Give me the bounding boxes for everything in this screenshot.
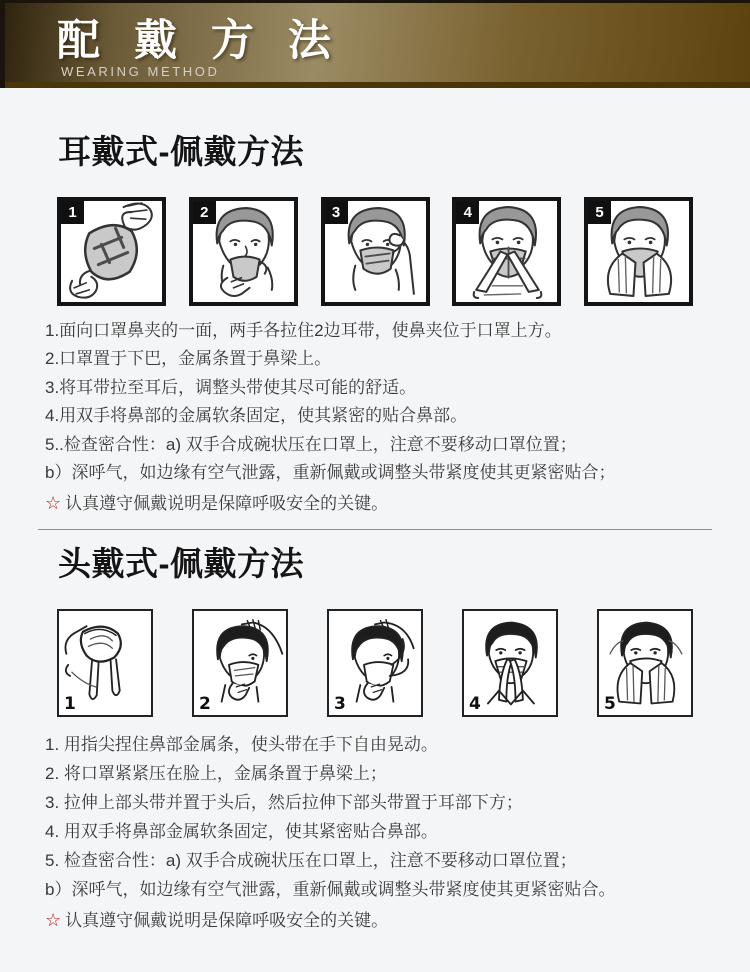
- section-divider: [38, 529, 712, 530]
- instruction-line: 1. 用指尖捏住鼻部金属条，使头带在手下自由晃动。: [45, 734, 438, 754]
- headstrap-step-3-box: [327, 609, 423, 717]
- safety-note-text: 认真遵守佩戴说明是保障呼吸安全的关键。: [65, 910, 389, 930]
- step-number: 1: [64, 693, 76, 714]
- step-number-badge: 1: [61, 201, 84, 224]
- section-earloop-title: 耳戴式-佩戴方法: [58, 133, 304, 170]
- instruction-line: 2. 将口罩紧紧压在脸上，金属条置于鼻梁上；: [45, 763, 387, 783]
- safety-note: [45, 489, 750, 518]
- instruction-line: 5. 检查密合性：a) 双手合成碗状压在口罩上，注意不要移动口罩位置；: [45, 850, 577, 870]
- header-bottom-strip: [5, 82, 750, 88]
- earloop-step-2-box: [189, 197, 298, 306]
- headstrap-step-4-box: [462, 609, 558, 717]
- step-number: 3: [334, 693, 346, 714]
- page-subtitle: WEARING METHOD: [61, 64, 220, 79]
- page-title: 配 戴 方 法: [57, 17, 342, 65]
- headstrap-step-5-box: [597, 609, 693, 717]
- headstrap-step-1-box: [57, 609, 153, 717]
- instruction-line: 3. 拉伸上部头带并置于头后，然后拉伸下部头带置于耳部下方；: [45, 792, 523, 812]
- star-icon: ☆: [45, 493, 62, 514]
- headstrap-instructions: [45, 730, 750, 935]
- safety-note-text: 认真遵守佩戴说明是保障呼吸安全的关键。: [65, 494, 389, 514]
- earloop-step-3-box: [321, 197, 430, 306]
- step-number-badge: 3: [325, 201, 348, 224]
- step-number-badge: 2: [193, 201, 216, 224]
- section-headstrap: [0, 545, 750, 935]
- instruction-line: 4.用双手将鼻部的金属软条固定，使其紧密的贴合鼻部。: [45, 406, 468, 426]
- step-number: 4: [469, 693, 481, 714]
- earloop-step-4-box: [452, 197, 561, 306]
- headstrap-steps-row: [57, 609, 693, 717]
- instruction-line: b）深呼气，如边缘有空气泄露，重新佩戴或调整头带紧度使其更紧密贴合；: [45, 463, 616, 483]
- step-number: 2: [199, 693, 211, 714]
- section-earloop: [0, 133, 750, 519]
- earloop-step-5-box: [584, 197, 693, 306]
- star-icon: ☆: [45, 909, 62, 930]
- instruction-line: 4. 用双手将鼻部金属软条固定，使其紧密贴合鼻部。: [45, 821, 438, 841]
- step-number-badge: 5: [588, 201, 611, 224]
- step-number-badge: 4: [456, 201, 479, 224]
- instruction-line: b）深呼气，如边缘有空气泄露，重新佩戴或调整头带紧度使其更紧密贴合。: [45, 879, 616, 899]
- earloop-steps-row: [57, 197, 693, 306]
- safety-note: [45, 906, 750, 935]
- step-number: 5: [604, 693, 616, 714]
- section-headstrap-title: 头戴式-佩戴方法: [58, 544, 304, 582]
- instruction-line: 5..检查密合性：a) 双手合成碗状压在口罩上，注意不要移动口罩位置；: [45, 434, 577, 454]
- earloop-step-1-box: [57, 197, 166, 306]
- instruction-line: 2.口罩置于下巴，金属条置于鼻梁上。: [45, 349, 332, 369]
- instruction-line: 1.面向口罩鼻夹的一面，两手各拉住2边耳带，使鼻夹位于口罩上方。: [45, 321, 562, 340]
- headstrap-step-2-box: [192, 609, 288, 717]
- earloop-instructions: [45, 317, 750, 519]
- instruction-line: 3.将耳带拉至耳后，调整头带使其尽可能的舒适。: [45, 377, 417, 397]
- header-banner: [0, 0, 750, 88]
